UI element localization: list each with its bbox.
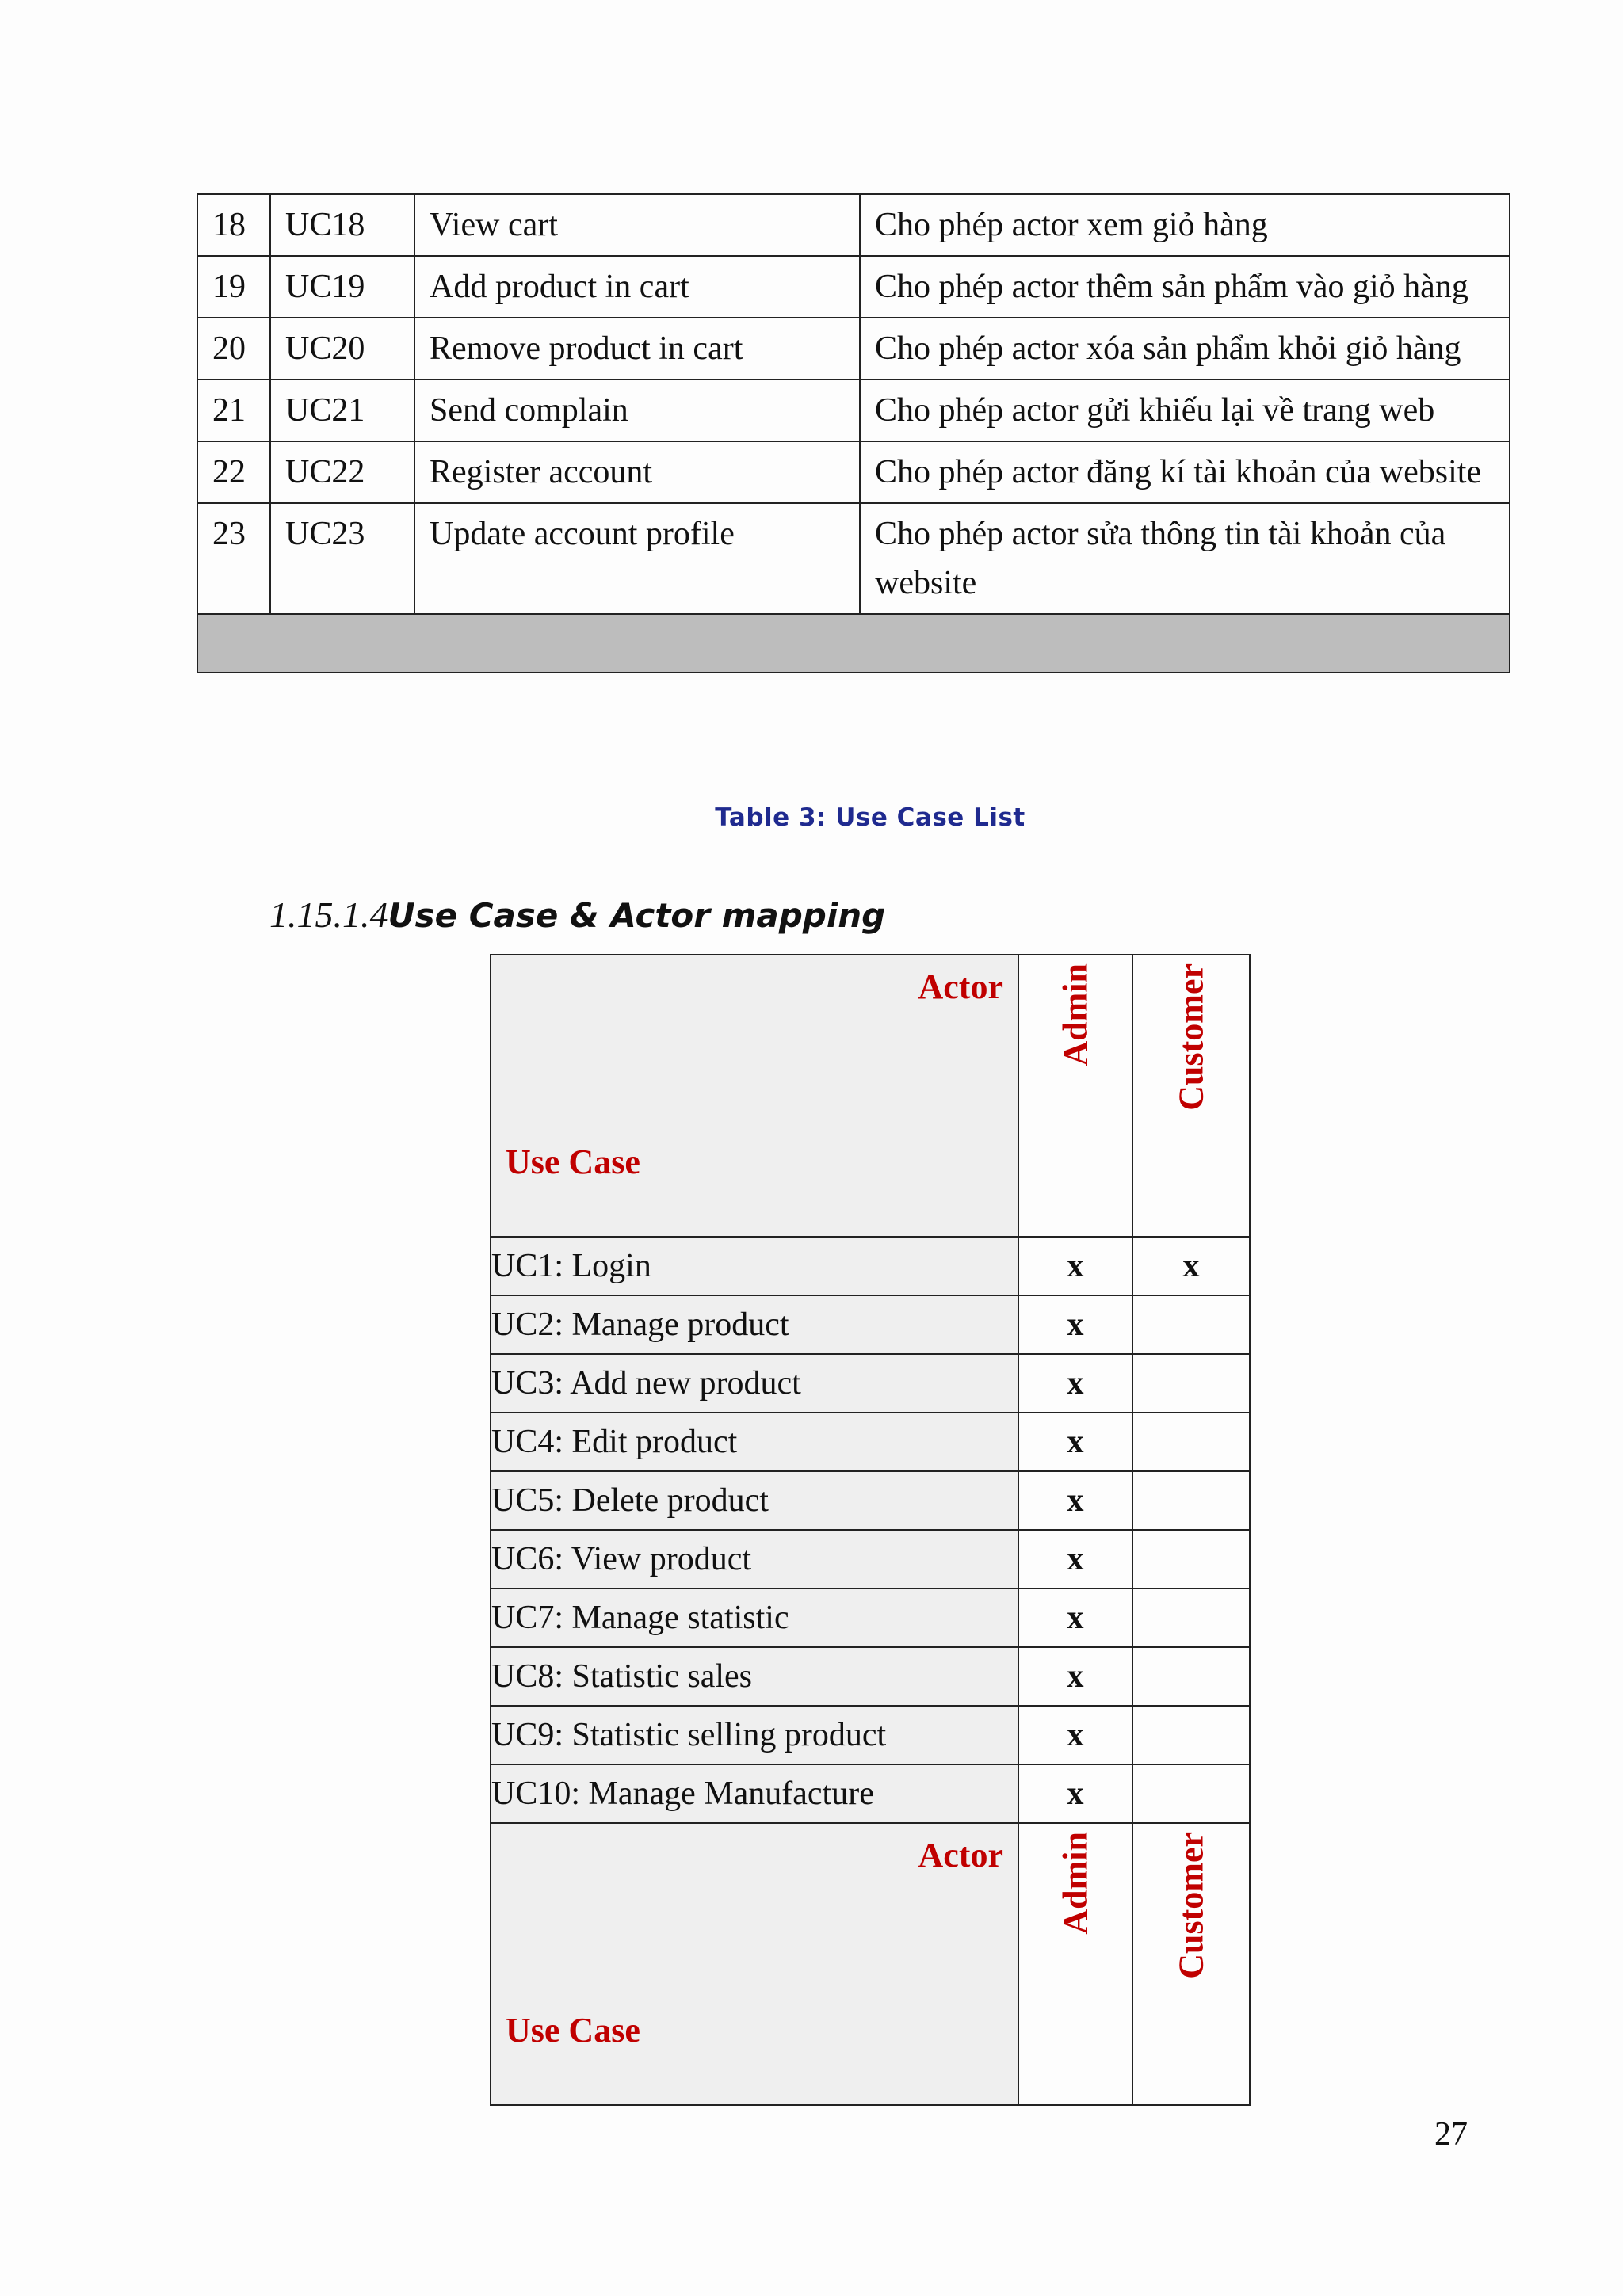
actor-header-label: Actor [918, 967, 1003, 1006]
uc-description-cell: Cho phép actor thêm sản phẩm vào giỏ hàng [860, 256, 1510, 318]
uc-id-cell: UC18 [270, 194, 414, 256]
uc-id-cell: UC21 [270, 379, 414, 441]
table-row [197, 256, 1510, 318]
uc-id-cell: UC23 [270, 503, 414, 614]
uc-number-cell: 20 [197, 318, 270, 379]
uc-name-cell: View cart [414, 194, 860, 256]
admin-mark-cell: x [1018, 1589, 1132, 1647]
uc-number-cell: 22 [197, 441, 270, 503]
uc-number-cell: 19 [197, 256, 270, 318]
mapping-header-corner-cell [491, 955, 1018, 1237]
section-title: Use Case & Actor mapping [388, 896, 886, 935]
uc-name-cell: Add product in cart [414, 256, 860, 318]
mapping-usecase-cell: UC5: Delete product [491, 1471, 1018, 1530]
uc-id-cell: UC20 [270, 318, 414, 379]
mapping-row [491, 1471, 1250, 1530]
uc-number-cell: 18 [197, 194, 270, 256]
uc-description-cell: Cho phép actor xóa sản phẩm khỏi giỏ hàng [860, 318, 1510, 379]
mapping-row [491, 1354, 1250, 1413]
uc-number-cell: 21 [197, 379, 270, 441]
role-header-customer [1132, 955, 1250, 1237]
customer-mark-cell: x [1132, 1237, 1250, 1295]
admin-mark-cell: x [1018, 1530, 1132, 1589]
mapping-usecase-cell: UC1: Login [491, 1237, 1018, 1295]
customer-mark-cell [1132, 1471, 1250, 1530]
table-row [197, 441, 1510, 503]
mapping-usecase-cell: UC9: Statistic selling product [491, 1706, 1018, 1764]
role-footer-admin [1018, 1823, 1132, 2105]
mapping-row [491, 1237, 1250, 1295]
mapping-usecase-cell: UC6: View product [491, 1530, 1018, 1589]
mapping-usecase-cell: UC8: Statistic sales [491, 1647, 1018, 1706]
mapping-row [491, 1295, 1250, 1354]
uc-description-cell: Cho phép actor đăng kí tài khoản của website [860, 441, 1510, 503]
mapping-usecase-cell: UC10: Manage Manufacture [491, 1764, 1018, 1823]
usecase-actor-mapping-table [490, 954, 1251, 2106]
admin-mark-cell: x [1018, 1295, 1132, 1354]
mapping-usecase-cell: UC2: Manage product [491, 1295, 1018, 1354]
admin-mark-cell: x [1018, 1413, 1132, 1471]
customer-mark-cell [1132, 1354, 1250, 1413]
customer-mark-cell [1132, 1413, 1250, 1471]
mapping-row [491, 1413, 1250, 1471]
customer-mark-cell [1132, 1295, 1250, 1354]
admin-mark-cell: x [1018, 1764, 1132, 1823]
table-row [197, 379, 1510, 441]
uc-description-cell: Cho phép actor xem giỏ hàng [860, 194, 1510, 256]
mapping-header-row [491, 955, 1250, 1237]
customer-mark-cell [1132, 1589, 1250, 1647]
customer-mark-cell [1132, 1764, 1250, 1823]
uc-number-cell: 23 [197, 503, 270, 614]
role-footer-label-customer: Customer [1171, 1832, 1211, 1979]
actor-footer-label: Actor [918, 1836, 1003, 1875]
table-row [197, 503, 1510, 614]
uc-description-cell: Cho phép actor gửi khiếu lại về trang web [860, 379, 1510, 441]
use-case-list-body [197, 194, 1510, 673]
mapping-row [491, 1589, 1250, 1647]
mapping-row [491, 1764, 1250, 1823]
page-number: 27 [1434, 2116, 1468, 2153]
table-row [197, 194, 1510, 256]
mapping-row [491, 1647, 1250, 1706]
role-label-customer: Customer [1171, 963, 1211, 1111]
section-number: 1.15.1.4 [269, 894, 388, 935]
uc-name-cell: Update account profile [414, 503, 860, 614]
mapping-footer-header-row [491, 1823, 1250, 2105]
mapping-row [491, 1530, 1250, 1589]
uc-name-cell: Remove product in cart [414, 318, 860, 379]
uc-id-cell: UC22 [270, 441, 414, 503]
table-footer-row [197, 614, 1510, 673]
uc-name-cell: Register account [414, 441, 860, 503]
usecase-header-label: Use Case [506, 1142, 640, 1181]
role-footer-label-admin: Admin [1056, 1832, 1095, 1935]
table-row [197, 318, 1510, 379]
admin-mark-cell: x [1018, 1647, 1132, 1706]
admin-mark-cell: x [1018, 1237, 1132, 1295]
usecase-footer-label: Use Case [506, 2011, 640, 2050]
admin-mark-cell: x [1018, 1354, 1132, 1413]
uc-description-cell: Cho phép actor sửa thông tin tài khoản của website [860, 503, 1510, 614]
mapping-usecase-cell: UC7: Manage statistic [491, 1589, 1018, 1647]
customer-mark-cell [1132, 1530, 1250, 1589]
mapping-usecase-cell: UC3: Add new product [491, 1354, 1018, 1413]
role-label-admin: Admin [1056, 963, 1095, 1066]
table-caption: Table 3: Use Case List [715, 803, 1025, 832]
customer-mark-cell [1132, 1647, 1250, 1706]
use-case-list-table [197, 193, 1510, 673]
admin-mark-cell: x [1018, 1471, 1132, 1530]
role-footer-customer [1132, 1823, 1250, 2105]
mapping-usecase-cell: UC4: Edit product [491, 1413, 1018, 1471]
mapping-row [491, 1706, 1250, 1764]
uc-id-cell: UC19 [270, 256, 414, 318]
admin-mark-cell: x [1018, 1706, 1132, 1764]
section-heading [269, 894, 885, 936]
customer-mark-cell [1132, 1706, 1250, 1764]
role-header-admin [1018, 955, 1132, 1237]
table-footer-cell [197, 614, 1510, 673]
mapping-footer-corner-cell [491, 1823, 1018, 2105]
uc-name-cell: Send complain [414, 379, 860, 441]
